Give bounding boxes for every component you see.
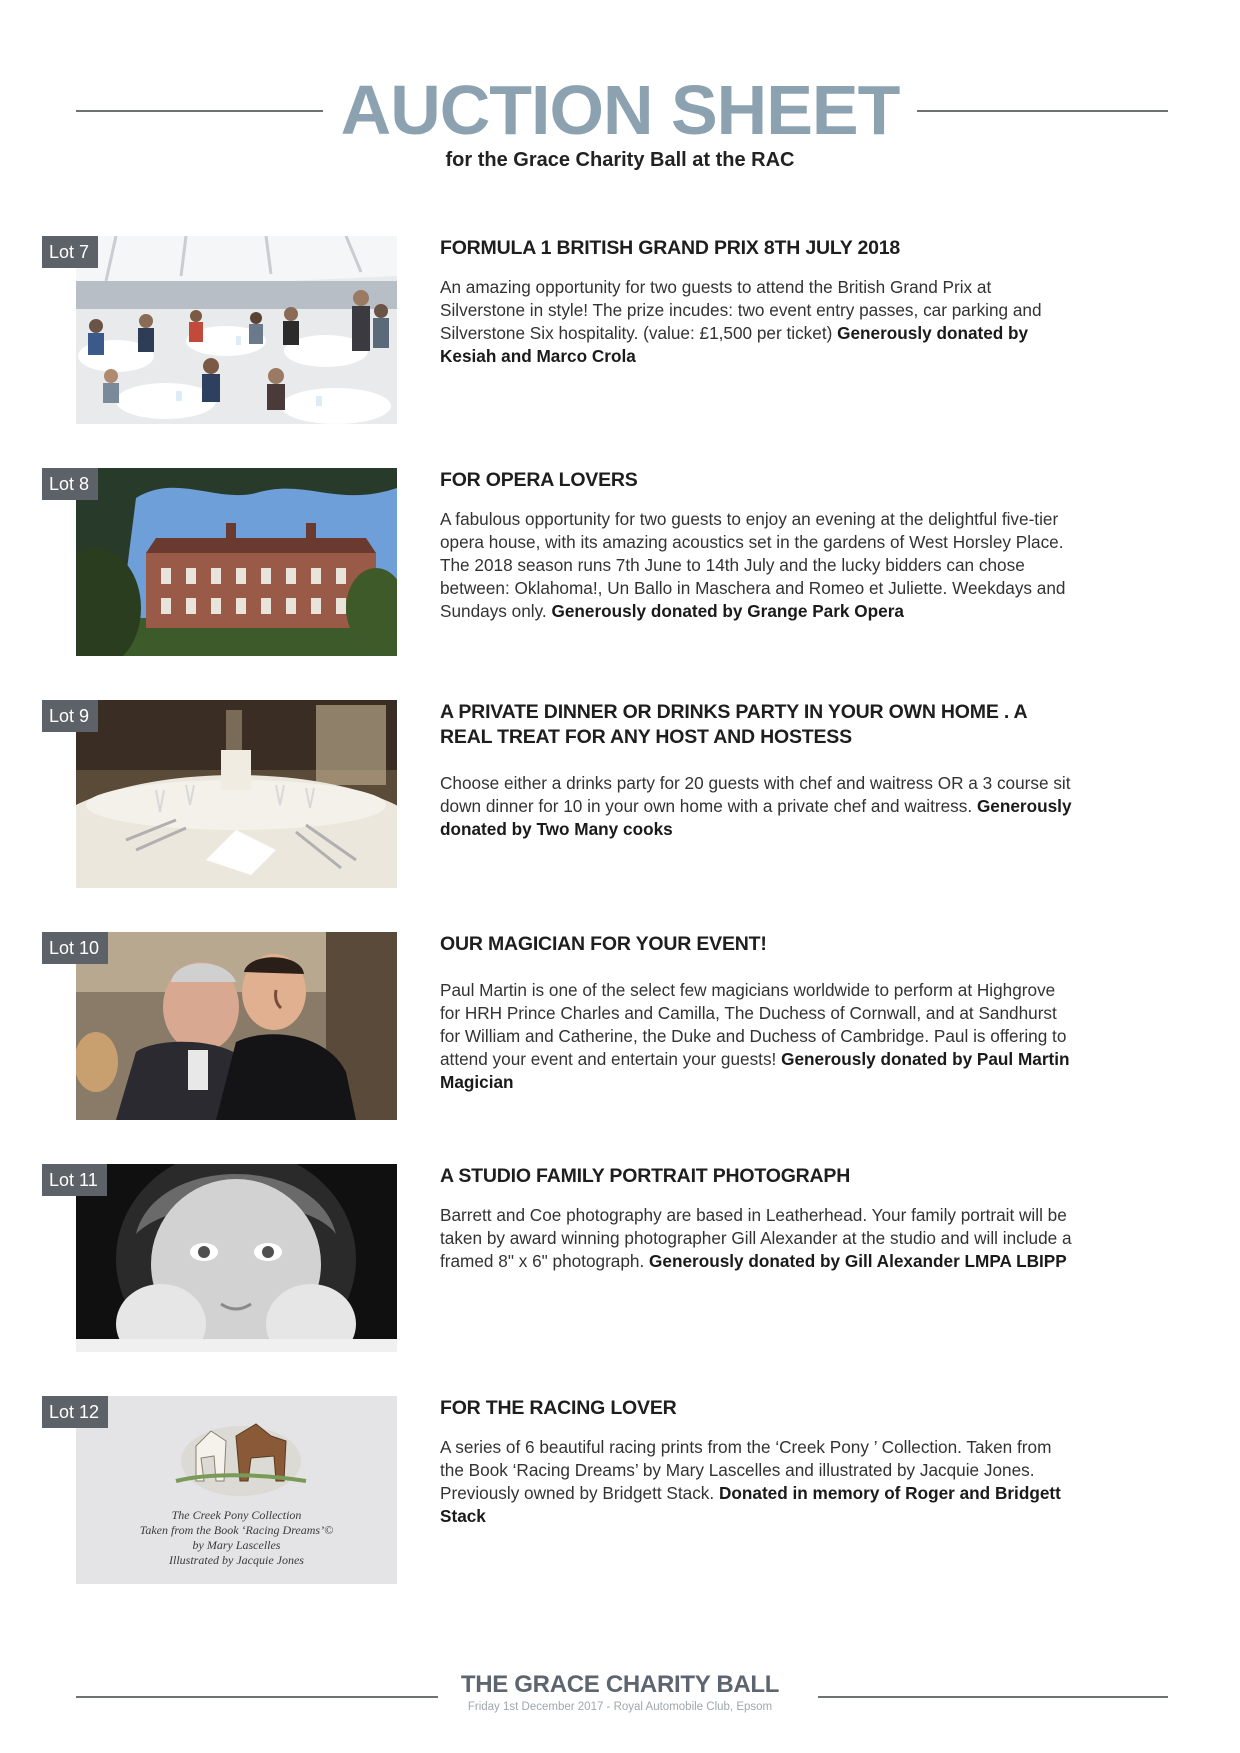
lot-description: A fabulous opportunity for two guests to enjoy an evening at the delightful five-tier opera house, with its amazing acoustics set in the gardens of West Horsley Place. The 2018 season runs 7th June to 14th July and the lucky bidders can chose between: Oklahoma!, Un Ballo in Maschera and Romeo et Juliette. Weekdays and Sundays only. Generously donated by Grange Park Opera — [440, 509, 1066, 621]
lot-number-badge: Lot 11 — [42, 1164, 107, 1196]
lot-title: FOR OPERA LOVERS — [440, 469, 638, 491]
lot-number-badge: Lot 7 — [42, 236, 98, 268]
print-caption: The Creek Pony Collection Taken from the Book ‘Racing Dreams’© by Mary Lascelles Illustrated by Jacquie Jones — [139, 1508, 334, 1567]
magician-photo — [76, 932, 397, 1120]
lot-number-badge: Lot 9 — [42, 700, 98, 732]
dinner-table-photo — [76, 700, 397, 888]
lot-photo-grand-prix-hospitality — [76, 236, 397, 424]
lot-item — [0, 468, 1240, 658]
lot-title: OUR MAGICIAN FOR YOUR EVENT! — [440, 933, 767, 955]
lot-title: A STUDIO FAMILY PORTRAIT PHOTOGRAPH — [440, 1165, 851, 1187]
lot-donor: Generously donated by Paul Martin Magician — [440, 1049, 1070, 1092]
lot-details — [440, 1164, 1080, 1273]
page-subtitle: for the Grace Charity Ball at the RAC — [445, 149, 795, 171]
lot-item — [0, 236, 1240, 426]
lot-title: FOR THE RACING LOVER — [440, 1397, 677, 1419]
lot-number-badge: Lot 12 — [42, 1396, 108, 1428]
lot-item — [0, 1164, 1240, 1354]
lot-photo-magician — [76, 932, 397, 1120]
lot-description: A series of 6 beautiful racing prints from the ‘Creek Pony ’ Collection. Taken from the Book ‘Racing Dreams’ by Mary Lascelles and illustrated by Jacquie Jones. Previously owned by Bridgett Stack. Donated in memory of Roger and Bridgett Stack — [440, 1437, 1061, 1526]
lot-details — [440, 1396, 1080, 1528]
lot-title: FORMULA 1 BRITISH GRAND PRIX 8TH JULY 2018 — [440, 237, 901, 259]
lot-details — [440, 236, 1080, 368]
hospitality-marquee-photo — [76, 236, 397, 424]
lot-item — [0, 700, 1240, 890]
country-house-photo — [76, 468, 397, 656]
lot-description: Choose either a drinks party for 20 guests with chef and waitress OR a 3 course sit down dinner for 10 in your own home with a private chef and waitress. Generously donated by Two Many cooks — [440, 773, 1072, 839]
lot-details — [440, 932, 1080, 1094]
lot-donor: Donated in memory of Roger and Bridgett Stack — [440, 1483, 1061, 1526]
lot-donor: Generously donated by Gill Alexander LMPA LBIPP — [649, 1251, 1067, 1271]
lot-description: Barrett and Coe photography are based in Leatherhead. Your family portrait will be taken by award winning photographer Gill Alexander at the studio and will include a framed 8" x 6" photograph. Generously donated by Gill Alexander LMPA LBIPP — [440, 1205, 1072, 1271]
lot-details — [440, 700, 1080, 841]
lot-donor: Generously donated by Grange Park Opera — [551, 601, 904, 621]
lot-item — [0, 932, 1240, 1122]
lot-donor: Generously donated by Two Many cooks — [440, 796, 1072, 839]
lot-donor: Generously donated by Kesiah and Marco Crola — [440, 323, 1029, 366]
lot-number-badge: Lot 10 — [42, 932, 108, 964]
lot-item — [0, 1396, 1240, 1586]
page-title: AUCTION SHEET — [0, 70, 1240, 150]
lot-photo-racing-print — [76, 1396, 397, 1584]
child-portrait-photo — [76, 1164, 397, 1352]
lot-description: Paul Martin is one of the select few magicians worldwide to perform at Highgrove for HRH Prince Charles and Camilla, The Duchess of Cornwall, and at Sandhurst for William and Catherine, the Duke and Duchess of Cambridge. Paul is offering to attend your event and entertain your guests! Generously donated by Paul Martin Magician — [440, 980, 1070, 1092]
lot-description: An amazing opportunity for two guests to attend the British Grand Prix at Silverstone in style! The prize incudes: two event entry passes, car parking and Silverstone Six hospitality. (value: £1,500 per ticket) Generously donated by Kesiah and Marco Crola — [440, 277, 1042, 366]
footer-subtitle: Friday 1st December 2017 - Royal Automobile Club, Epsom — [467, 1701, 773, 1713]
lot-details — [440, 468, 1080, 623]
footer-title: THE GRACE CHARITY BALL — [460, 1671, 780, 1698]
lot-photo-dinner-table — [76, 700, 397, 888]
lot-photo-portrait — [76, 1164, 397, 1352]
lot-title: A PRIVATE DINNER OR DRINKS PARTY IN YOUR OWN HOME . A REAL TREAT FOR ANY HOST AND HOSTESS — [440, 701, 1027, 748]
lot-photo-opera-house — [76, 468, 397, 656]
lot-number-badge: Lot 8 — [42, 468, 98, 500]
